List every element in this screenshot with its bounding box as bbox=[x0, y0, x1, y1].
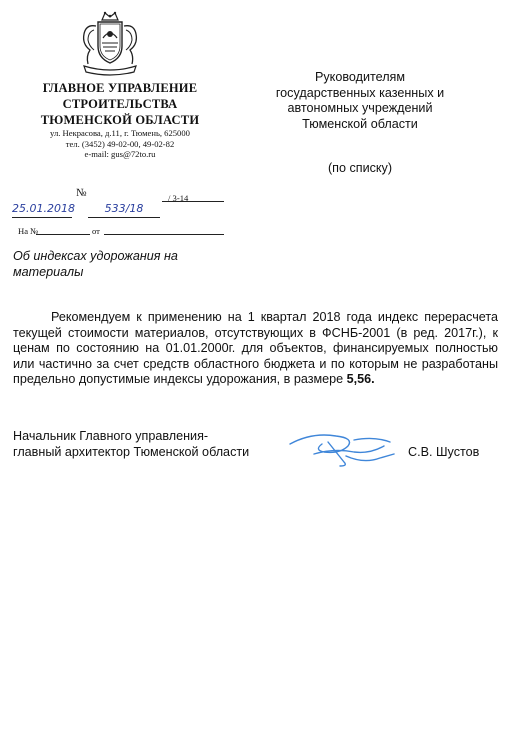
signatory-position bbox=[13, 428, 273, 460]
org-contacts bbox=[18, 128, 222, 160]
letter-body bbox=[13, 310, 498, 388]
ref-label: На № bbox=[18, 226, 39, 236]
recipient-line: автономных учреждений bbox=[287, 101, 433, 115]
recipient-block bbox=[262, 70, 458, 132]
signatory-name: С.В. Шустов bbox=[408, 445, 480, 459]
ref-from-label: от bbox=[92, 226, 100, 236]
ref-number-line bbox=[36, 234, 90, 235]
index-line bbox=[162, 188, 224, 202]
recipient-line: государственных казенных и bbox=[275, 85, 445, 100]
registration-number: 533/18 bbox=[104, 202, 144, 215]
position-line: главный архитектор Тюменской области bbox=[13, 445, 250, 459]
handwritten-signature bbox=[284, 424, 399, 472]
date-line bbox=[12, 199, 75, 218]
org-title-line: ТЮМЕНСКОЙ ОБЛАСТИ bbox=[40, 113, 200, 127]
registration-index: / 3-14 bbox=[168, 193, 189, 203]
subject-line: материалы bbox=[13, 265, 84, 279]
registration-date: 25.01.2018 bbox=[12, 202, 75, 215]
number-label: № bbox=[76, 187, 87, 199]
org-address: ул. Некрасова, д.11, г. Тюмень, 625000 bbox=[50, 128, 190, 138]
org-title bbox=[18, 80, 222, 128]
org-title-line: ГЛАВНОЕ УПРАВЛЕНИЕ bbox=[42, 81, 198, 95]
org-email: e-mail: gus@72to.ru bbox=[84, 149, 156, 160]
recipient-note: (по списку) bbox=[327, 161, 393, 175]
number-line bbox=[88, 199, 160, 218]
subject-line: Об индексах удорожания на bbox=[13, 249, 178, 263]
org-title-line: СТРОИТЕЛЬСТВА bbox=[62, 97, 178, 111]
position-line: Начальник Главного управления- bbox=[13, 429, 209, 443]
ref-date-line bbox=[104, 234, 224, 235]
recipient-line: Руководителям bbox=[314, 70, 406, 84]
body-text: Рекомендуем к применению на 1 квартал 2018 года индекс перерасчета текущей стоимости материалов, отсутствующих в ФСНБ-2001 (в ред. 2017г.), к ценам по состоянию на 01.01.2000г. для объектов, финансируемых полностью или частично за счет средств областного бюджета и по которым не разработаны предельно допустимые индексы удорожания, в размере bbox=[13, 310, 498, 387]
index-value: 5,56. bbox=[346, 372, 375, 387]
coat-of-arms-icon bbox=[76, 10, 144, 76]
org-phone: тел. (3452) 49-02-00, 49-02-82 bbox=[65, 138, 175, 149]
recipient-line: Тюменской области bbox=[302, 116, 418, 131]
subject bbox=[13, 248, 213, 280]
